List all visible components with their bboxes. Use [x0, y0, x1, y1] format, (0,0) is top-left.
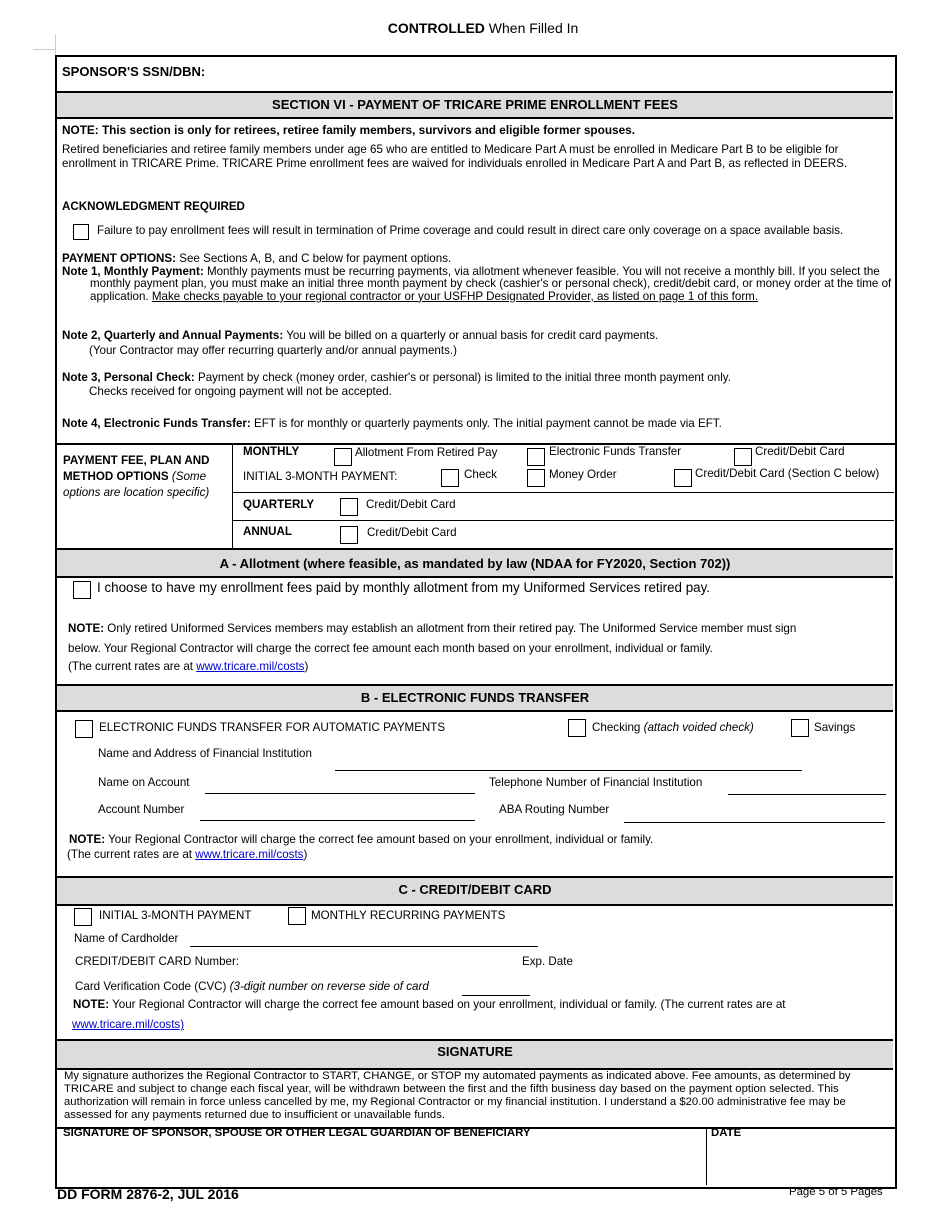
section-b-rates: [67, 848, 307, 862]
cvc-text: Card Verification Code (CVC): [75, 980, 227, 993]
money-order-checkbox[interactable]: [527, 469, 545, 487]
credit-debit-label: Credit/Debit Card: [755, 445, 845, 458]
section-b-rates-link[interactable]: www.tricare.mil/costs: [195, 848, 304, 861]
crop-mark: [55, 34, 56, 56]
credit-debit-checkbox[interactable]: [734, 448, 752, 466]
section-c-note-label: NOTE:: [73, 998, 110, 1011]
signature-header: SIGNATURE: [57, 1039, 893, 1070]
controlled-rest: When Filled In: [484, 20, 579, 36]
section-c-rates-link[interactable]: www.tricare.mil/costs): [72, 1018, 185, 1031]
credit-debit-c-checkbox[interactable]: [674, 469, 692, 487]
signature-date-divider: [706, 1128, 707, 1185]
controlled-label: CONTROLLED: [387, 20, 485, 36]
note1-label: Note 1, Monthly Payment:: [62, 265, 204, 278]
signature-authorization: My signature authorizes the Regional Contractor to START, CHANGE, or STOP my automated payments as indicated above. Fee amounts, as determined by TRICARE and subject to change each fiscal year, will be withdrawn between the first and the fifth business day based on the payment option selected. This authorization will remain in force unless cancelled by me, my Regional Contractor or my financial institution. I understand a $20.00 administrative fee may be assessed for any payments returned due to insufficient or unavailable funds.: [64, 1070, 851, 1121]
savings-label: Savings: [814, 721, 856, 734]
date-label: DATE: [711, 1127, 742, 1139]
quarterly-label: QUARTERLY: [243, 498, 315, 511]
allotment-choose-checkbox[interactable]: [73, 581, 91, 599]
eft-auto-label: ELECTRONIC FUNDS TRANSFER FOR AUTOMATIC PAYMENTS: [99, 721, 446, 734]
initial-3month-label: INITIAL 3-MONTH PAYMENT: [99, 909, 252, 922]
form-id: DD FORM 2876-2, JUL 2016: [57, 1186, 239, 1202]
section-a-rates-prefix: (The current rates are at: [68, 660, 197, 673]
fee-grid-row-line: [233, 492, 894, 493]
note2: [62, 329, 658, 343]
name-on-account-label: Name on Account: [98, 776, 190, 789]
eft-auto-checkbox[interactable]: [75, 720, 93, 738]
payment-options: [62, 252, 451, 266]
telephone-label: Telephone Number of Financial Institution: [489, 776, 703, 789]
monthly-recurring-label: MONTHLY RECURRING PAYMENTS: [311, 909, 506, 922]
signature-label: SIGNATURE OF SPONSOR, SPOUSE OR OTHER LEGAL GUARDIAN OF BENEFICIARY: [63, 1127, 531, 1139]
retired-paragraph: Retired beneficiaries and retiree family members under age 65 who are entitled to Medicare Part A must be enrolled in Medicare Part B to be eligible for enrollment in TRICARE Prime. TRICARE Prime enrollment fees are waived for individuals enrolled in Medicare Part A and Part B, as reflected in DEERS.: [62, 143, 848, 170]
note2-text: You will be billed on a quarterly or annual basis for credit card payments.: [283, 329, 659, 342]
section-vi-header: SECTION VI - PAYMENT OF TRICARE PRIME ENROLLMENT FEES: [57, 91, 893, 119]
section-b-rates-prefix: (The current rates are at: [67, 848, 196, 861]
date-field[interactable]: [710, 1142, 890, 1182]
section-c-note-text: Your Regional Contractor will charge the correct fee amount based on your enrollment, individual or family. (The current rates are at: [109, 998, 786, 1011]
card-number-label: CREDIT/DEBIT CARD Number:: [75, 955, 240, 968]
cardholder-label: Name of Cardholder: [74, 932, 179, 945]
allotment-choose-text: I choose to have my enrollment fees paid by monthly allotment from my Uniformed Services retired pay.: [97, 580, 711, 595]
name-address-label: Name and Address of Financial Institution: [98, 747, 312, 760]
section-a-rates-suffix: ): [304, 660, 309, 673]
section-a-note-line1: Only retired Uniformed Services members may establish an allotment from their retired pay. The Uniformed Service member must sign: [104, 622, 797, 635]
money-order-label: Money Order: [549, 468, 617, 481]
cvc-field[interactable]: [462, 995, 530, 996]
controlled-header: [0, 20, 950, 36]
cvc-label: [75, 980, 429, 994]
note4: [62, 417, 722, 431]
section-a-note-label: NOTE:: [68, 622, 105, 635]
fee-plan-label-bold: PAYMENT FEE, PLAN AND METHOD OPTIONS: [63, 454, 210, 483]
section-a-rates-link[interactable]: www.tricare.mil/costs: [196, 660, 305, 673]
section-c-note: [73, 998, 786, 1012]
note1-text: Monthly payments must be recurring payments, via allotment whenever feasible. You will not receive a monthly bill. If you select the monthly payment plan, you must make an initial three month payment by check (cashier's or personal check), credit/debit card, or money order at the time of application.: [90, 265, 892, 303]
page-number: Page 5 of 5 Pages: [789, 1186, 883, 1198]
quarterly-checkbox[interactable]: [340, 498, 358, 516]
section-b-rates-suffix: ): [303, 848, 308, 861]
account-number-label: Account Number: [98, 803, 185, 816]
allotment-checkbox[interactable]: [334, 448, 352, 466]
savings-checkbox[interactable]: [791, 719, 809, 737]
ack-text: Failure to pay enrollment fees will result in termination of Prime coverage and could result in direct care only coverage on a space available basis.: [97, 224, 844, 237]
note4-text: EFT is for monthly or quarterly payments only. The initial payment cannot be made via EFT.: [250, 417, 722, 430]
eft-label: Electronic Funds Transfer: [549, 445, 682, 458]
checking-note: (attach voided check): [643, 721, 754, 734]
account-number-field[interactable]: [200, 820, 475, 821]
payment-options-label: PAYMENT OPTIONS:: [62, 252, 177, 265]
monthly-recurring-checkbox[interactable]: [288, 907, 306, 925]
quarterly-cc-label: Credit/Debit Card: [366, 498, 456, 511]
note2-sub: (Your Contractor may offer recurring quarterly and/or annual payments.): [89, 344, 457, 357]
note4-label: Note 4, Electronic Funds Transfer:: [62, 417, 251, 430]
note2-label: Note 2, Quarterly and Annual Payments:: [62, 329, 284, 342]
cardholder-field[interactable]: [190, 946, 538, 947]
eft-checkbox[interactable]: [527, 448, 545, 466]
section-a-note-line2: below. Your Regional Contractor will charge the correct fee amount each month based on your enrollment, individual or family.: [68, 642, 713, 655]
check-label: Check: [464, 468, 497, 481]
credit-debit-c-label: Credit/Debit Card (Section C below): [695, 467, 880, 480]
name-on-account-field[interactable]: [205, 793, 475, 794]
note3-sub: Checks received for ongoing payment will not be accepted.: [89, 385, 392, 398]
initial-3month-checkbox[interactable]: [74, 908, 92, 926]
section-a-header: A - Allotment (where feasible, as mandated by law (NDAA for FY2020, Section 702)): [57, 548, 893, 578]
section-c-header: C - CREDIT/DEBIT CARD: [57, 876, 893, 906]
note3: [62, 371, 731, 385]
monthly-label: MONTHLY: [243, 445, 300, 458]
annual-label: ANNUAL: [243, 525, 292, 538]
ack-checkbox[interactable]: [73, 224, 89, 240]
note1: [62, 266, 918, 303]
section-a-rates: [68, 660, 308, 674]
section-b-header: B - ELECTRONIC FUNDS TRANSFER: [57, 684, 893, 712]
fee-plan-label: [63, 453, 228, 501]
aba-label: ABA Routing Number: [499, 803, 610, 816]
section-vi-note: NOTE: This section is only for retirees, retiree family members, survivors and eligible former spouses.: [62, 123, 635, 137]
signature-field[interactable]: [60, 1142, 702, 1182]
checking-label: [592, 721, 754, 735]
cvc-note: (3-digit number on reverse side of card: [229, 980, 429, 993]
annual-checkbox[interactable]: [340, 526, 358, 544]
fee-grid-divider: [232, 444, 233, 548]
section-b-note-text: Your Regional Contractor will charge the correct fee amount based on your enrollment, individual or family.: [105, 833, 654, 846]
aba-field[interactable]: [624, 822, 885, 823]
allotment-label: Allotment From Retired Pay: [355, 446, 498, 459]
initial-payment-label: INITIAL 3-MONTH PAYMENT:: [243, 470, 398, 483]
name-address-field[interactable]: [335, 770, 802, 771]
note3-text: Payment by check (money order, cashier's or personal) is limited to the initial three month payment only.: [194, 371, 731, 384]
telephone-field[interactable]: [728, 794, 886, 795]
section-a-note: [68, 622, 796, 636]
crop-mark: [33, 49, 55, 50]
section-b-note: [69, 833, 653, 847]
annual-cc-label: Credit/Debit Card: [367, 526, 457, 539]
sponsor-ssn-field[interactable]: [225, 58, 885, 88]
check-checkbox[interactable]: [441, 469, 459, 487]
payment-options-text: See Sections A, B, and C below for payment options.: [176, 252, 452, 265]
checking-checkbox[interactable]: [568, 719, 586, 737]
exp-date-label: Exp. Date: [522, 955, 573, 968]
note1-underline: Make checks payable to your regional contractor or your USFHP Designated Provider, as listed on page 1 of this form.: [151, 289, 759, 303]
section-b-note-label: NOTE:: [69, 833, 106, 846]
note3-label: Note 3, Personal Check:: [62, 371, 195, 384]
fee-plan-label-ital: (Some options are location specific): [63, 470, 210, 499]
fee-grid-row-line: [233, 520, 894, 521]
sponsor-ssn-label: SPONSOR'S SSN/DBN:: [62, 64, 206, 79]
checking-text: Checking: [592, 721, 641, 734]
ack-heading: ACKNOWLEDGMENT REQUIRED: [62, 200, 245, 213]
